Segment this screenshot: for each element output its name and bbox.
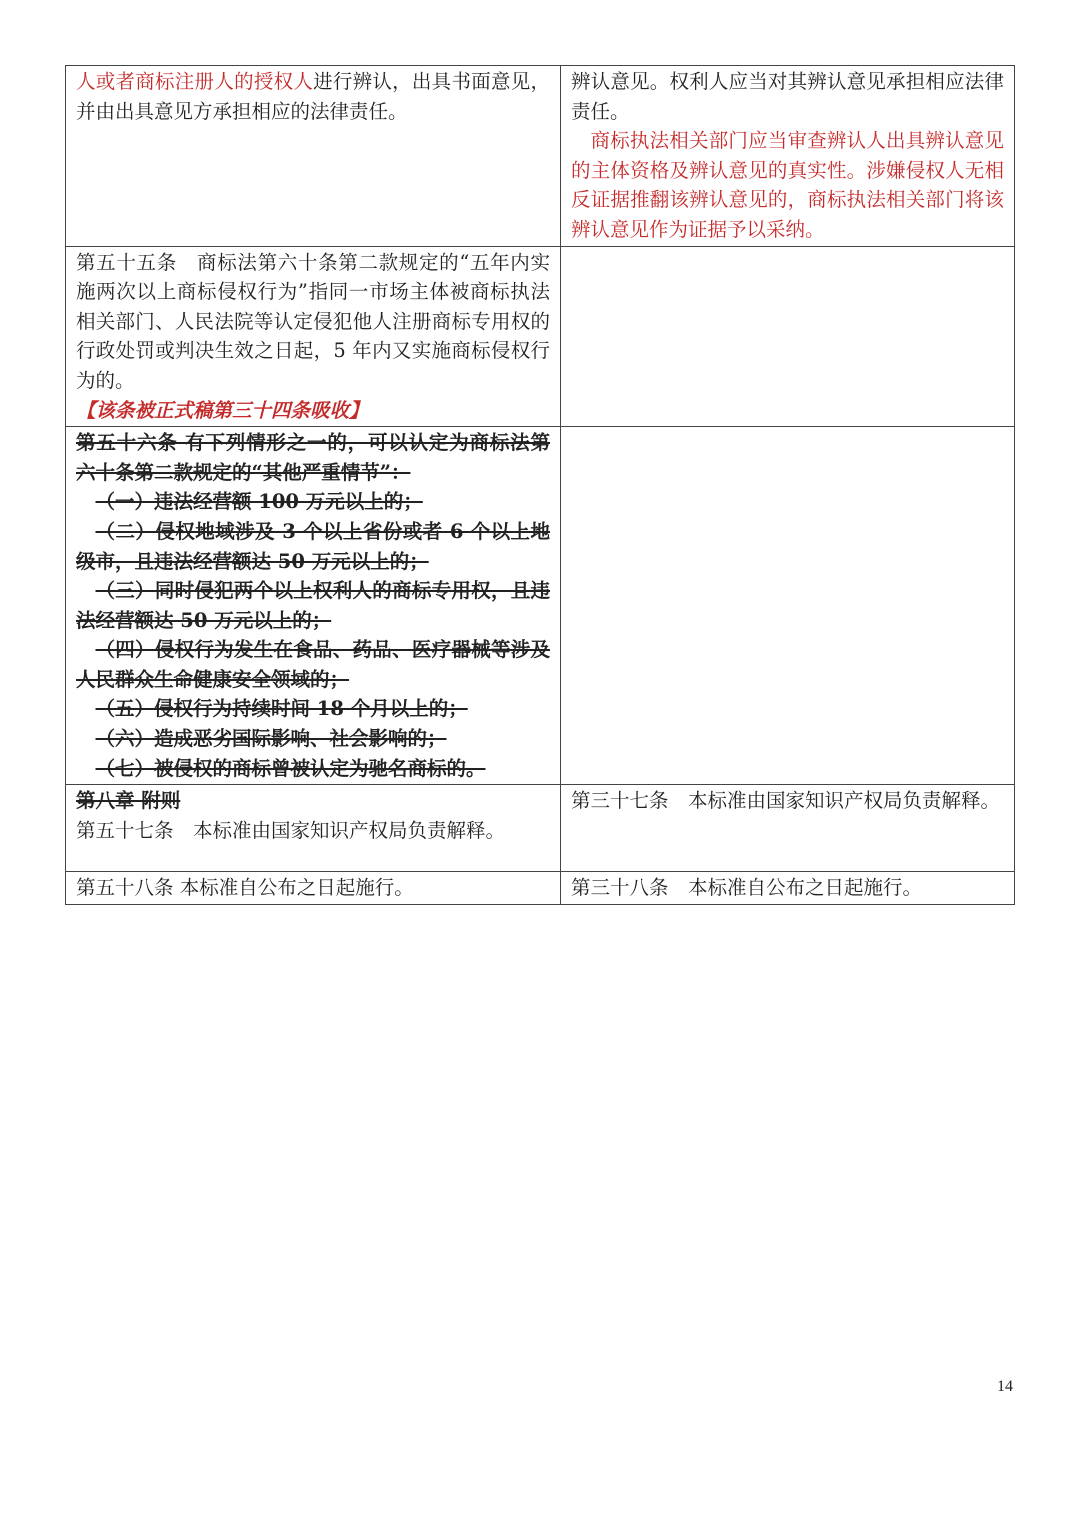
row2-right-cell: [561, 246, 1015, 427]
row5-left-cell: [66, 872, 561, 905]
row3-left-cell: [66, 427, 561, 785]
article-55-note: 【该条被正式稿第三十四条吸收】: [76, 398, 369, 422]
article-38-text: 第三十八条 本标准自公布之日起施行。: [571, 876, 923, 900]
article-57-text: 第五十七条 本标准由国家知识产权局负责解释。: [76, 818, 506, 842]
chapter-8-heading: 第八章 附则: [76, 789, 181, 813]
article-56-item: （四）侵权行为发生在食品、药品、医疗器械等涉及人民群众生命健康安全领域的；: [76, 638, 550, 691]
article-56-item: （一）违法经营额 100 万元以上的；: [95, 490, 423, 514]
row2-left-cell: [66, 246, 561, 427]
row3-right-cell: [561, 427, 1015, 785]
row1-left-text: 进行辨认，出具书面意见，并由出具意见方承担相应的法律责任。: [76, 70, 550, 123]
table-row: [66, 427, 1015, 785]
row4-left-cell: [66, 785, 561, 872]
row1-right-red-text: 商标执法相关部门应当审查辨认人出具辨认意见的主体资格及辨认意见的真实性。涉嫌侵权人无相反证据推翻该辨认意见的，商标执法相关部门将该辨认意见作为证据予以采纳。: [571, 129, 1004, 241]
article-58-text: 第五十八条 本标准自公布之日起施行。: [76, 876, 414, 900]
article-55-text: 第五十五条 商标法第六十条第二款规定的“五年内实施两次以上商标侵权行为”指同一市场主体被商标执法相关部门、人民法院等认定侵犯他人注册商标专用权的行政处罚或判决生效之日起，5 年内又实施商标侵权行为的。: [76, 250, 550, 392]
article-56-head: 第五十六条 有下列情形之一的，可以认定为商标法第六十条第二款规定的“其他严重情节”：: [76, 431, 550, 484]
page-number: 14: [997, 1378, 1013, 1395]
article-56-item: （三）同时侵犯两个以上权利人的商标专用权，且违法经营额达 50 万元以上的；: [76, 579, 550, 632]
row1-left-red-text: 人或者商标注册人的授权人: [76, 70, 314, 93]
article-37-text: 第三十七条 本标准由国家知识产权局负责解释。: [571, 789, 1001, 813]
row1-left-cell: [66, 66, 561, 247]
row4-right-cell: [561, 785, 1015, 872]
article-56-item: （二）侵权地域涉及 3 个以上省份或者 6 个以上地级市，且违法经营额达 50 万元以上的；: [76, 519, 550, 573]
article-56-item: （五）侵权行为持续时间 18 个月以上的；: [95, 697, 468, 721]
table-row: [66, 872, 1015, 905]
article-56-item: （七）被侵权的商标曾被认定为驰名商标的。: [95, 756, 486, 780]
table-row: [66, 66, 1015, 247]
row5-right-cell: [561, 872, 1015, 905]
table-row: [66, 785, 1015, 872]
article-56-item: （六）造成恶劣国际影响、社会影响的；: [95, 727, 447, 751]
comparison-table: [65, 65, 1015, 905]
table-row: [66, 246, 1015, 427]
row1-right-text: 辨认意见。权利人应当对其辨认意见承担相应法律责任。: [571, 70, 1004, 123]
row1-right-cell: [561, 66, 1015, 247]
